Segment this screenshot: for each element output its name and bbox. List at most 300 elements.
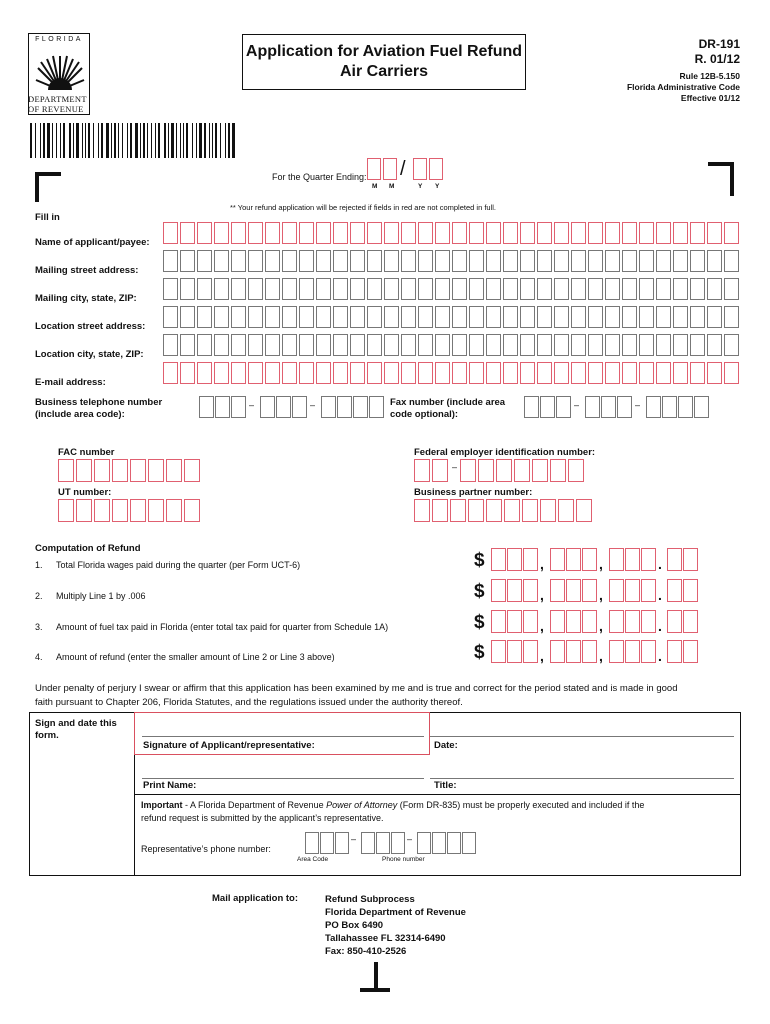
location-city-char-box[interactable] — [588, 334, 603, 356]
amount-digit-box[interactable] — [667, 640, 682, 663]
ut-digit-box[interactable] — [130, 499, 146, 522]
location-city-char-box[interactable] — [469, 334, 484, 356]
mailing-city-char-box[interactable] — [452, 278, 467, 300]
fac-digit-box[interactable] — [166, 459, 182, 482]
location-street-char-box[interactable] — [656, 306, 671, 328]
amount-digit-box[interactable] — [566, 548, 581, 571]
fax-digit-box[interactable] — [662, 396, 677, 418]
quarter-month-box[interactable] — [367, 158, 381, 180]
location-street-char-box[interactable] — [724, 306, 739, 328]
location-city-char-box[interactable] — [724, 334, 739, 356]
amount-digit-box[interactable] — [609, 610, 624, 633]
location-city-char-box[interactable] — [248, 334, 263, 356]
location-street-char-box[interactable] — [435, 306, 450, 328]
amount-digit-box[interactable] — [523, 610, 538, 633]
mailing-city-char-box[interactable] — [265, 278, 280, 300]
mailing-street-char-box[interactable] — [265, 250, 280, 272]
phone-digit-box[interactable] — [369, 396, 384, 418]
mailing-street-char-box[interactable] — [605, 250, 620, 272]
location-city-char-box[interactable] — [384, 334, 399, 356]
location-street-char-box[interactable] — [554, 306, 569, 328]
name-char-box[interactable] — [656, 222, 671, 244]
amount-digit-box[interactable] — [683, 640, 698, 663]
mailing-city-char-box[interactable] — [367, 278, 382, 300]
location-city-char-box[interactable] — [622, 334, 637, 356]
fax-digit-box[interactable] — [524, 396, 539, 418]
name-char-box[interactable] — [299, 222, 314, 244]
amount-digit-box[interactable] — [582, 579, 597, 602]
location-city-char-box[interactable] — [690, 334, 705, 356]
ut-digit-box[interactable] — [112, 499, 128, 522]
mailing-street-char-box[interactable] — [639, 250, 654, 272]
amount-digit-box[interactable] — [609, 548, 624, 571]
name-char-box[interactable] — [367, 222, 382, 244]
email-char-box[interactable] — [333, 362, 348, 384]
rep-phone-digit-box[interactable] — [462, 832, 476, 854]
amount-digit-box[interactable] — [625, 640, 640, 663]
mailing-street-char-box[interactable] — [180, 250, 195, 272]
location-city-char-box[interactable] — [520, 334, 535, 356]
mailing-city-char-box[interactable] — [537, 278, 552, 300]
location-street-char-box[interactable] — [503, 306, 518, 328]
location-city-char-box[interactable] — [452, 334, 467, 356]
mailing-street-char-box[interactable] — [435, 250, 450, 272]
quarter-year-box[interactable] — [429, 158, 443, 180]
location-street-char-box[interactable] — [316, 306, 331, 328]
mailing-street-char-box[interactable] — [622, 250, 637, 272]
amount-digit-box[interactable] — [491, 579, 506, 602]
name-char-box[interactable] — [333, 222, 348, 244]
name-char-box[interactable] — [571, 222, 586, 244]
rep-phone-digit-box[interactable] — [376, 832, 390, 854]
amount-digit-box[interactable] — [507, 610, 522, 633]
rep-phone-digit-box[interactable] — [335, 832, 349, 854]
mailing-street-char-box[interactable] — [571, 250, 586, 272]
location-city-char-box[interactable] — [333, 334, 348, 356]
fein-digit-box[interactable] — [532, 459, 548, 482]
location-street-char-box[interactable] — [690, 306, 705, 328]
mailing-city-char-box[interactable] — [690, 278, 705, 300]
location-street-char-box[interactable] — [469, 306, 484, 328]
phone-digit-box[interactable] — [337, 396, 352, 418]
location-street-char-box[interactable] — [486, 306, 501, 328]
name-char-box[interactable] — [384, 222, 399, 244]
location-street-char-box[interactable] — [214, 306, 229, 328]
amount-digit-box[interactable] — [550, 610, 565, 633]
mailing-street-char-box[interactable] — [401, 250, 416, 272]
mailing-city-char-box[interactable] — [605, 278, 620, 300]
location-street-char-box[interactable] — [452, 306, 467, 328]
location-city-char-box[interactable] — [707, 334, 722, 356]
amount-digit-box[interactable] — [667, 610, 682, 633]
mailing-street-char-box[interactable] — [163, 250, 178, 272]
email-char-box[interactable] — [316, 362, 331, 384]
rep-phone-digit-box[interactable] — [432, 832, 446, 854]
email-char-box[interactable] — [265, 362, 280, 384]
phone-digit-box[interactable] — [292, 396, 307, 418]
mailing-city-char-box[interactable] — [214, 278, 229, 300]
location-street-char-box[interactable] — [639, 306, 654, 328]
email-char-box[interactable] — [724, 362, 739, 384]
location-city-char-box[interactable] — [163, 334, 178, 356]
fein-digit-box[interactable] — [432, 459, 448, 482]
email-char-box[interactable] — [690, 362, 705, 384]
email-char-box[interactable] — [503, 362, 518, 384]
mailing-city-char-box[interactable] — [299, 278, 314, 300]
name-char-box[interactable] — [231, 222, 246, 244]
rep-phone-digit-box[interactable] — [305, 832, 319, 854]
location-street-char-box[interactable] — [333, 306, 348, 328]
mailing-street-char-box[interactable] — [554, 250, 569, 272]
phone-digit-box[interactable] — [276, 396, 291, 418]
mailing-street-char-box[interactable] — [537, 250, 552, 272]
location-city-char-box[interactable] — [299, 334, 314, 356]
bp-digit-box[interactable] — [450, 499, 466, 522]
mailing-street-char-box[interactable] — [231, 250, 246, 272]
location-city-char-box[interactable] — [231, 334, 246, 356]
amount-digit-box[interactable] — [582, 640, 597, 663]
email-char-box[interactable] — [537, 362, 552, 384]
mailing-city-char-box[interactable] — [639, 278, 654, 300]
mailing-street-char-box[interactable] — [316, 250, 331, 272]
location-city-char-box[interactable] — [571, 334, 586, 356]
rep-phone-digit-box[interactable] — [447, 832, 461, 854]
amount-digit-box[interactable] — [550, 579, 565, 602]
mailing-city-char-box[interactable] — [163, 278, 178, 300]
amount-digit-box[interactable] — [609, 640, 624, 663]
name-char-box[interactable] — [350, 222, 365, 244]
ut-digit-box[interactable] — [94, 499, 110, 522]
amount-digit-box[interactable] — [641, 610, 656, 633]
fax-digit-box[interactable] — [694, 396, 709, 418]
mailing-street-char-box[interactable] — [452, 250, 467, 272]
location-city-char-box[interactable] — [367, 334, 382, 356]
quarter-year-box[interactable] — [413, 158, 427, 180]
name-char-box[interactable] — [554, 222, 569, 244]
fein-digit-box[interactable] — [568, 459, 584, 482]
amount-digit-box[interactable] — [507, 548, 522, 571]
mailing-city-char-box[interactable] — [656, 278, 671, 300]
name-char-box[interactable] — [486, 222, 501, 244]
mailing-street-char-box[interactable] — [673, 250, 688, 272]
fax-digit-box[interactable] — [585, 396, 600, 418]
amount-digit-box[interactable] — [625, 610, 640, 633]
email-char-box[interactable] — [452, 362, 467, 384]
mailing-city-char-box[interactable] — [197, 278, 212, 300]
fac-digit-box[interactable] — [148, 459, 164, 482]
rep-phone-digit-box[interactable] — [361, 832, 375, 854]
bp-digit-box[interactable] — [558, 499, 574, 522]
quarter-month-box[interactable] — [383, 158, 397, 180]
location-street-char-box[interactable] — [537, 306, 552, 328]
mailing-city-char-box[interactable] — [248, 278, 263, 300]
bp-digit-box[interactable] — [540, 499, 556, 522]
location-city-char-box[interactable] — [418, 334, 433, 356]
amount-digit-box[interactable] — [582, 548, 597, 571]
name-char-box[interactable] — [248, 222, 263, 244]
mailing-city-char-box[interactable] — [707, 278, 722, 300]
name-char-box[interactable] — [588, 222, 603, 244]
email-char-box[interactable] — [673, 362, 688, 384]
location-street-char-box[interactable] — [520, 306, 535, 328]
ut-digit-box[interactable] — [184, 499, 200, 522]
amount-digit-box[interactable] — [625, 579, 640, 602]
name-char-box[interactable] — [690, 222, 705, 244]
location-street-char-box[interactable] — [367, 306, 382, 328]
mailing-city-char-box[interactable] — [724, 278, 739, 300]
amount-digit-box[interactable] — [683, 579, 698, 602]
fein-digit-box[interactable] — [514, 459, 530, 482]
rep-phone-digit-box[interactable] — [320, 832, 334, 854]
mailing-street-char-box[interactable] — [520, 250, 535, 272]
print-name-line[interactable] — [142, 778, 424, 779]
bp-digit-box[interactable] — [432, 499, 448, 522]
location-street-char-box[interactable] — [622, 306, 637, 328]
email-char-box[interactable] — [707, 362, 722, 384]
email-char-box[interactable] — [248, 362, 263, 384]
location-street-char-box[interactable] — [605, 306, 620, 328]
email-char-box[interactable] — [520, 362, 535, 384]
email-char-box[interactable] — [163, 362, 178, 384]
mailing-city-char-box[interactable] — [180, 278, 195, 300]
name-char-box[interactable] — [197, 222, 212, 244]
name-char-box[interactable] — [452, 222, 467, 244]
fein-digit-box[interactable] — [414, 459, 430, 482]
ut-digit-box[interactable] — [58, 499, 74, 522]
name-char-box[interactable] — [639, 222, 654, 244]
email-char-box[interactable] — [469, 362, 484, 384]
fax-digit-box[interactable] — [540, 396, 555, 418]
mailing-city-char-box[interactable] — [554, 278, 569, 300]
location-city-char-box[interactable] — [435, 334, 450, 356]
mailing-city-char-box[interactable] — [350, 278, 365, 300]
name-char-box[interactable] — [673, 222, 688, 244]
mailing-street-char-box[interactable] — [690, 250, 705, 272]
amount-digit-box[interactable] — [609, 579, 624, 602]
name-char-box[interactable] — [469, 222, 484, 244]
mailing-street-char-box[interactable] — [214, 250, 229, 272]
email-char-box[interactable] — [197, 362, 212, 384]
amount-digit-box[interactable] — [667, 579, 682, 602]
mailing-city-char-box[interactable] — [622, 278, 637, 300]
phone-digit-box[interactable] — [353, 396, 368, 418]
mailing-city-char-box[interactable] — [673, 278, 688, 300]
mailing-city-char-box[interactable] — [503, 278, 518, 300]
mailing-city-char-box[interactable] — [282, 278, 297, 300]
name-char-box[interactable] — [707, 222, 722, 244]
location-street-char-box[interactable] — [248, 306, 263, 328]
email-char-box[interactable] — [180, 362, 195, 384]
mailing-city-char-box[interactable] — [588, 278, 603, 300]
email-char-box[interactable] — [554, 362, 569, 384]
mailing-street-char-box[interactable] — [707, 250, 722, 272]
fein-digit-box[interactable] — [460, 459, 476, 482]
location-street-char-box[interactable] — [571, 306, 586, 328]
phone-digit-box[interactable] — [321, 396, 336, 418]
location-city-char-box[interactable] — [265, 334, 280, 356]
mailing-street-char-box[interactable] — [469, 250, 484, 272]
bp-digit-box[interactable] — [414, 499, 430, 522]
fein-digit-box[interactable] — [478, 459, 494, 482]
location-street-char-box[interactable] — [197, 306, 212, 328]
amount-digit-box[interactable] — [491, 610, 506, 633]
title-line[interactable] — [430, 778, 734, 779]
mailing-street-char-box[interactable] — [486, 250, 501, 272]
phone-digit-box[interactable] — [260, 396, 275, 418]
name-char-box[interactable] — [282, 222, 297, 244]
rep-phone-digit-box[interactable] — [391, 832, 405, 854]
email-char-box[interactable] — [231, 362, 246, 384]
email-char-box[interactable] — [367, 362, 382, 384]
email-char-box[interactable] — [571, 362, 586, 384]
amount-digit-box[interactable] — [566, 610, 581, 633]
mailing-street-char-box[interactable] — [248, 250, 263, 272]
amount-digit-box[interactable] — [641, 579, 656, 602]
mailing-street-char-box[interactable] — [503, 250, 518, 272]
location-street-char-box[interactable] — [350, 306, 365, 328]
fein-digit-box[interactable] — [496, 459, 512, 482]
amount-digit-box[interactable] — [507, 579, 522, 602]
location-street-char-box[interactable] — [673, 306, 688, 328]
phone-digit-box[interactable] — [231, 396, 246, 418]
ut-digit-box[interactable] — [166, 499, 182, 522]
bp-digit-box[interactable] — [576, 499, 592, 522]
amount-digit-box[interactable] — [523, 640, 538, 663]
location-street-char-box[interactable] — [401, 306, 416, 328]
amount-digit-box[interactable] — [683, 548, 698, 571]
mailing-street-char-box[interactable] — [384, 250, 399, 272]
fac-digit-box[interactable] — [130, 459, 146, 482]
phone-digit-box[interactable] — [215, 396, 230, 418]
mailing-street-char-box[interactable] — [282, 250, 297, 272]
email-char-box[interactable] — [435, 362, 450, 384]
mailing-street-char-box[interactable] — [588, 250, 603, 272]
amount-digit-box[interactable] — [550, 548, 565, 571]
fax-digit-box[interactable] — [678, 396, 693, 418]
email-char-box[interactable] — [622, 362, 637, 384]
amount-digit-box[interactable] — [566, 640, 581, 663]
email-char-box[interactable] — [639, 362, 654, 384]
fac-digit-box[interactable] — [58, 459, 74, 482]
location-city-char-box[interactable] — [486, 334, 501, 356]
mailing-street-char-box[interactable] — [418, 250, 433, 272]
name-char-box[interactable] — [163, 222, 178, 244]
location-street-char-box[interactable] — [282, 306, 297, 328]
mailing-street-char-box[interactable] — [656, 250, 671, 272]
amount-digit-box[interactable] — [523, 548, 538, 571]
location-city-char-box[interactable] — [503, 334, 518, 356]
fax-digit-box[interactable] — [601, 396, 616, 418]
phone-digit-box[interactable] — [199, 396, 214, 418]
fax-digit-box[interactable] — [617, 396, 632, 418]
mailing-street-char-box[interactable] — [724, 250, 739, 272]
mailing-city-char-box[interactable] — [486, 278, 501, 300]
email-char-box[interactable] — [282, 362, 297, 384]
fac-digit-box[interactable] — [76, 459, 92, 482]
location-city-char-box[interactable] — [554, 334, 569, 356]
mailing-city-char-box[interactable] — [435, 278, 450, 300]
amount-digit-box[interactable] — [641, 548, 656, 571]
amount-digit-box[interactable] — [566, 579, 581, 602]
name-char-box[interactable] — [605, 222, 620, 244]
amount-digit-box[interactable] — [625, 548, 640, 571]
mailing-city-char-box[interactable] — [401, 278, 416, 300]
name-char-box[interactable] — [316, 222, 331, 244]
location-city-char-box[interactable] — [197, 334, 212, 356]
mailing-street-char-box[interactable] — [367, 250, 382, 272]
email-char-box[interactable] — [486, 362, 501, 384]
location-city-char-box[interactable] — [214, 334, 229, 356]
email-char-box[interactable] — [588, 362, 603, 384]
mailing-street-char-box[interactable] — [299, 250, 314, 272]
location-street-char-box[interactable] — [299, 306, 314, 328]
bp-digit-box[interactable] — [522, 499, 538, 522]
location-city-char-box[interactable] — [656, 334, 671, 356]
location-street-char-box[interactable] — [384, 306, 399, 328]
name-char-box[interactable] — [265, 222, 280, 244]
name-char-box[interactable] — [503, 222, 518, 244]
location-street-char-box[interactable] — [231, 306, 246, 328]
email-char-box[interactable] — [214, 362, 229, 384]
location-city-char-box[interactable] — [282, 334, 297, 356]
location-city-char-box[interactable] — [537, 334, 552, 356]
location-city-char-box[interactable] — [605, 334, 620, 356]
location-city-char-box[interactable] — [639, 334, 654, 356]
mailing-city-char-box[interactable] — [316, 278, 331, 300]
fax-digit-box[interactable] — [646, 396, 661, 418]
amount-digit-box[interactable] — [582, 610, 597, 633]
fac-digit-box[interactable] — [94, 459, 110, 482]
mailing-city-char-box[interactable] — [520, 278, 535, 300]
amount-digit-box[interactable] — [683, 610, 698, 633]
name-char-box[interactable] — [435, 222, 450, 244]
mailing-city-char-box[interactable] — [571, 278, 586, 300]
name-char-box[interactable] — [214, 222, 229, 244]
mailing-city-char-box[interactable] — [384, 278, 399, 300]
mailing-city-char-box[interactable] — [231, 278, 246, 300]
email-char-box[interactable] — [299, 362, 314, 384]
mailing-street-char-box[interactable] — [333, 250, 348, 272]
amount-digit-box[interactable] — [491, 548, 506, 571]
location-city-char-box[interactable] — [350, 334, 365, 356]
location-street-char-box[interactable] — [180, 306, 195, 328]
location-street-char-box[interactable] — [707, 306, 722, 328]
name-char-box[interactable] — [180, 222, 195, 244]
mailing-city-char-box[interactable] — [418, 278, 433, 300]
mailing-city-char-box[interactable] — [469, 278, 484, 300]
fac-digit-box[interactable] — [184, 459, 200, 482]
location-city-char-box[interactable] — [180, 334, 195, 356]
bp-digit-box[interactable] — [486, 499, 502, 522]
location-city-char-box[interactable] — [401, 334, 416, 356]
email-char-box[interactable] — [350, 362, 365, 384]
name-char-box[interactable] — [401, 222, 416, 244]
mailing-street-char-box[interactable] — [350, 250, 365, 272]
location-city-char-box[interactable] — [673, 334, 688, 356]
name-char-box[interactable] — [418, 222, 433, 244]
rep-phone-digit-box[interactable] — [417, 832, 431, 854]
fein-digit-box[interactable] — [550, 459, 566, 482]
amount-digit-box[interactable] — [507, 640, 522, 663]
amount-digit-box[interactable] — [641, 640, 656, 663]
email-char-box[interactable] — [605, 362, 620, 384]
name-char-box[interactable] — [724, 222, 739, 244]
email-char-box[interactable] — [384, 362, 399, 384]
location-street-char-box[interactable] — [265, 306, 280, 328]
bp-digit-box[interactable] — [504, 499, 520, 522]
ut-digit-box[interactable] — [76, 499, 92, 522]
amount-digit-box[interactable] — [667, 548, 682, 571]
